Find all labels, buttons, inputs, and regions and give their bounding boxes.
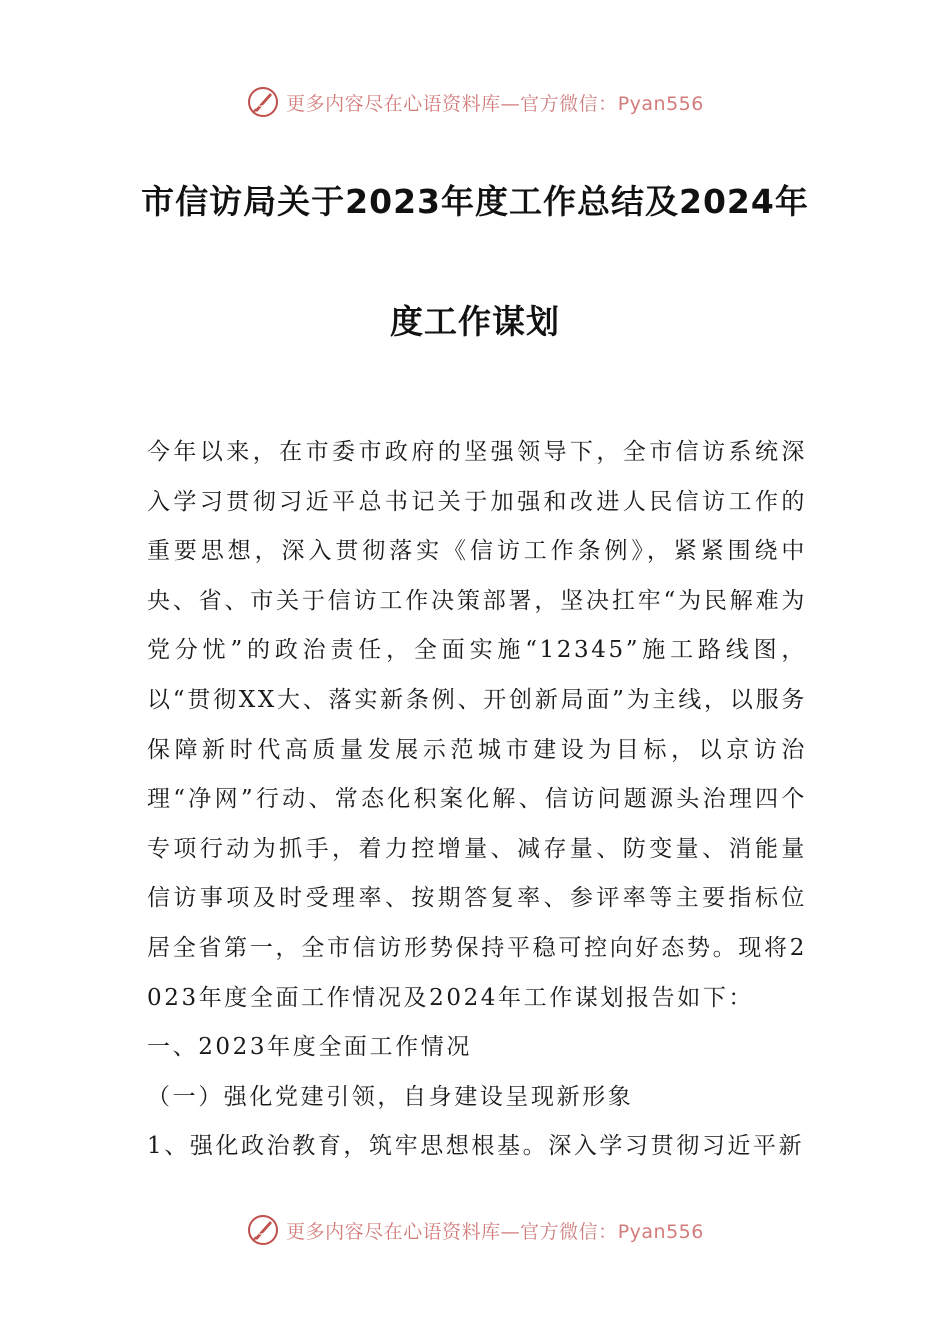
watermark-banner-bottom	[0, 1208, 950, 1252]
document-body	[147, 428, 807, 1172]
item-1-text: 1、强化政治教育，筑牢思想根基。深入学习贯彻习近平新	[147, 1133, 805, 1160]
subsection-heading: （一）强化党建引领，自身建设呈现新形象	[147, 1083, 634, 1110]
watermark-text	[286, 1217, 704, 1244]
watermark-site-text: 更多内容尽在心语资料库	[286, 1220, 501, 1243]
watermark-banner-top	[0, 80, 950, 124]
watermark-site-text: 更多内容尽在心语资料库	[286, 92, 501, 115]
watermark-wechat-id: Pyan556	[617, 92, 704, 115]
intro-paragraph: 今年以来，在市委市政府的坚强领导下，全市信访系统深入学习贯彻习近平总书记关于加强和改进人民信访工作的重要思想，深入贯彻落实《信访工作条例》，紧紧围绕中央、省、市关于信访工作决策部署，坚决扛牢“为民解难为党分忧”的政治责任，全面实施“12345”施工路线图，以“贯彻XX大、落实新条例、开创新局面”为主线，以服务保障新时代高质量发展示范城市建设为目标，以京访治理“净网”行动、常态化积案化解、信访问题源头治理四个专项行动为抓手，着力控增量、减存量、防变量、消能量信访事项及时受理率、按期答复率、参评率等主要指标位居全省第一，全市信访形势保持平稳可控向好态势。现将2023年度全面工作情况及2024年工作谋划报告如下：	[147, 439, 807, 1011]
section-heading: 一、2023年度全面工作情况	[147, 1034, 472, 1061]
document-title-line-2: 度工作谋划	[390, 302, 560, 341]
quill-pen-logo-icon	[246, 1213, 280, 1247]
watermark-wechat-id: Pyan556	[617, 1220, 704, 1243]
quill-pen-logo-icon	[246, 85, 280, 119]
watermark-separator: —	[500, 1220, 521, 1243]
document-title-line-1: 市信访局关于2023年度工作总结及2024年	[141, 182, 809, 221]
watermark-wechat-label: 官方微信：	[520, 92, 618, 115]
watermark-separator: —	[500, 92, 521, 115]
watermark-text	[286, 89, 704, 116]
watermark-wechat-label: 官方微信：	[520, 1220, 618, 1243]
